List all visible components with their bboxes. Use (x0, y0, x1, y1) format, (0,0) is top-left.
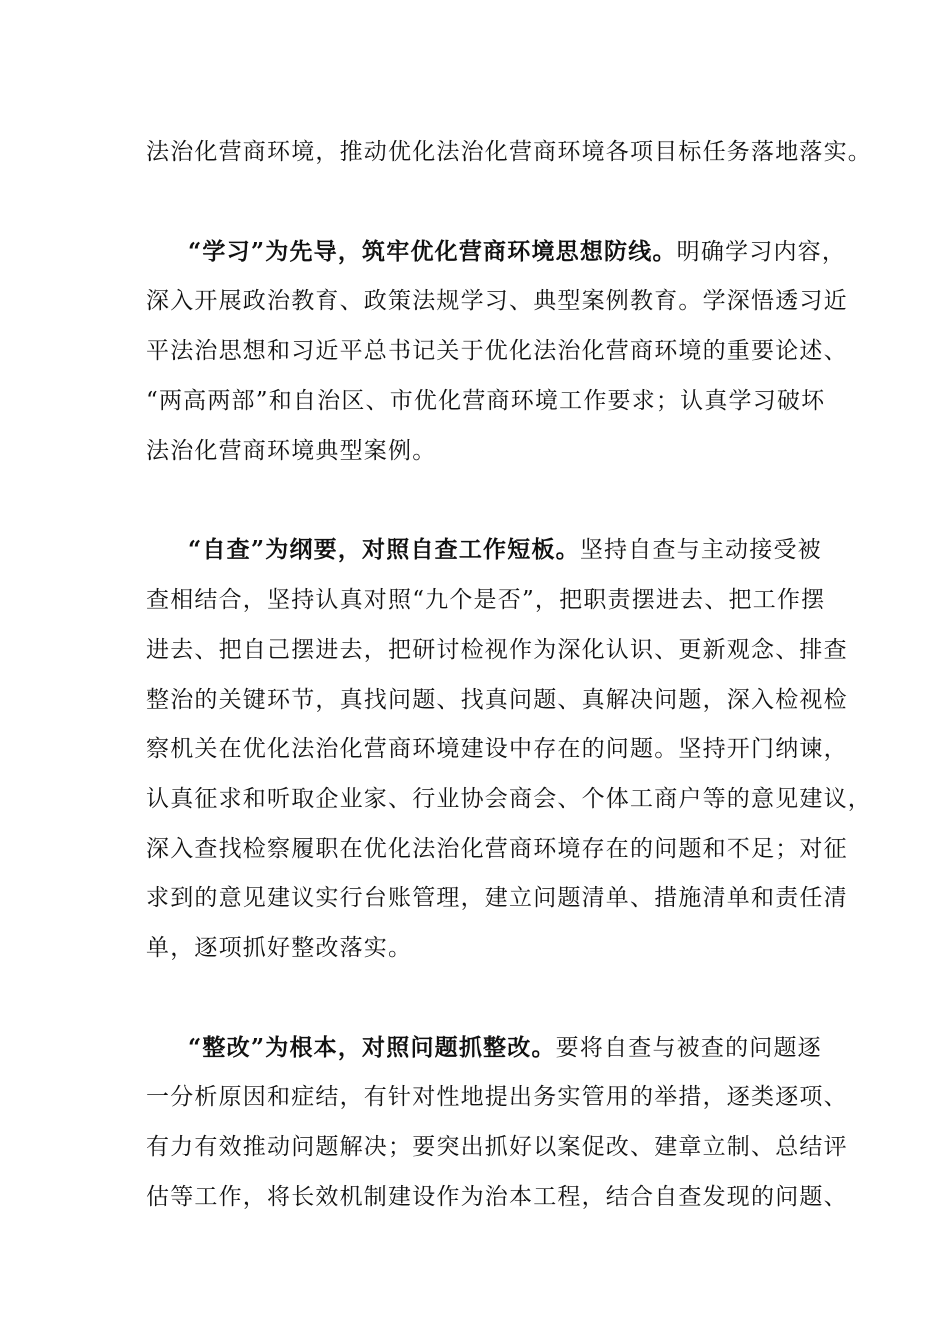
paragraph-line: 平法治思想和习近平总书记关于优化法治化营商环境的重要论述、 (146, 338, 848, 364)
paragraph-first-line (188, 535, 878, 565)
paragraph-line: 法治化营商环境典型案例。 (146, 438, 437, 464)
paragraph-first-line (188, 1033, 878, 1063)
paragraph-line: 进去、把自己摆进去，把研讨检视作为深化认识、更新观念、排查 (146, 637, 848, 663)
paragraph-line: 深入查找检察履职在优化法治化营商环境存在的问题和不足；对征 (146, 836, 848, 862)
section-heading: “自查”为纲要，对照自查工作短板。 (188, 536, 580, 563)
paragraph-text: 明确学习内容， (676, 239, 847, 265)
paragraph-line: “两高两部”和自治区、市优化营商环境工作要求；认真学习破坏 (146, 388, 826, 414)
paragraph-line: 法治化营商环境，推动优化法治化营商环境各项目标任务落地落实。 (146, 139, 872, 165)
paragraph-line: 估等工作，将长效机制建设作为治本工程，结合自查发现的问题、 (146, 1184, 848, 1210)
section-heading: “整改”为根本，对照问题抓整改。 (188, 1034, 556, 1061)
paragraph-line: 一分析原因和症结，有针对性地提出务实管用的举措，逐类逐项、 (146, 1084, 848, 1110)
paragraph-text: 坚持自查与主动接受被 (579, 537, 822, 563)
paragraph-text: 要将自查与被查的问题逐 (555, 1035, 822, 1061)
paragraph-line: 深入开展政治教育、政策法规学习、典型案例教育。学深悟透习近 (146, 288, 848, 314)
paragraph-line: 整治的关键环节，真找问题、找真问题、真解决问题，深入检视检 (146, 687, 848, 713)
paragraph-line: 求到的意见建议实行台账管理，建立问题清单、措施清单和责任清 (146, 885, 848, 911)
paragraph-line: 认真征求和听取企业家、行业协会商会、个体工商户等的意见建议， (146, 786, 872, 812)
paragraph-line: 查相结合，坚持认真对照“九个是否”，把职责摆进去、把工作摆 (146, 587, 826, 613)
paragraph-line: 单，逐项抓好整改落实。 (146, 935, 413, 961)
paragraph-line: 有力有效推动问题解决；要突出抓好以案促改、建章立制、总结评 (146, 1134, 848, 1160)
section-heading: “学习”为先导，筑牢优化营商环境思想防线。 (188, 238, 677, 265)
paragraph-first-line (188, 237, 878, 267)
paragraph-line: 察机关在优化法治化营商环境建设中存在的问题。坚持开门纳谏， (146, 736, 848, 762)
